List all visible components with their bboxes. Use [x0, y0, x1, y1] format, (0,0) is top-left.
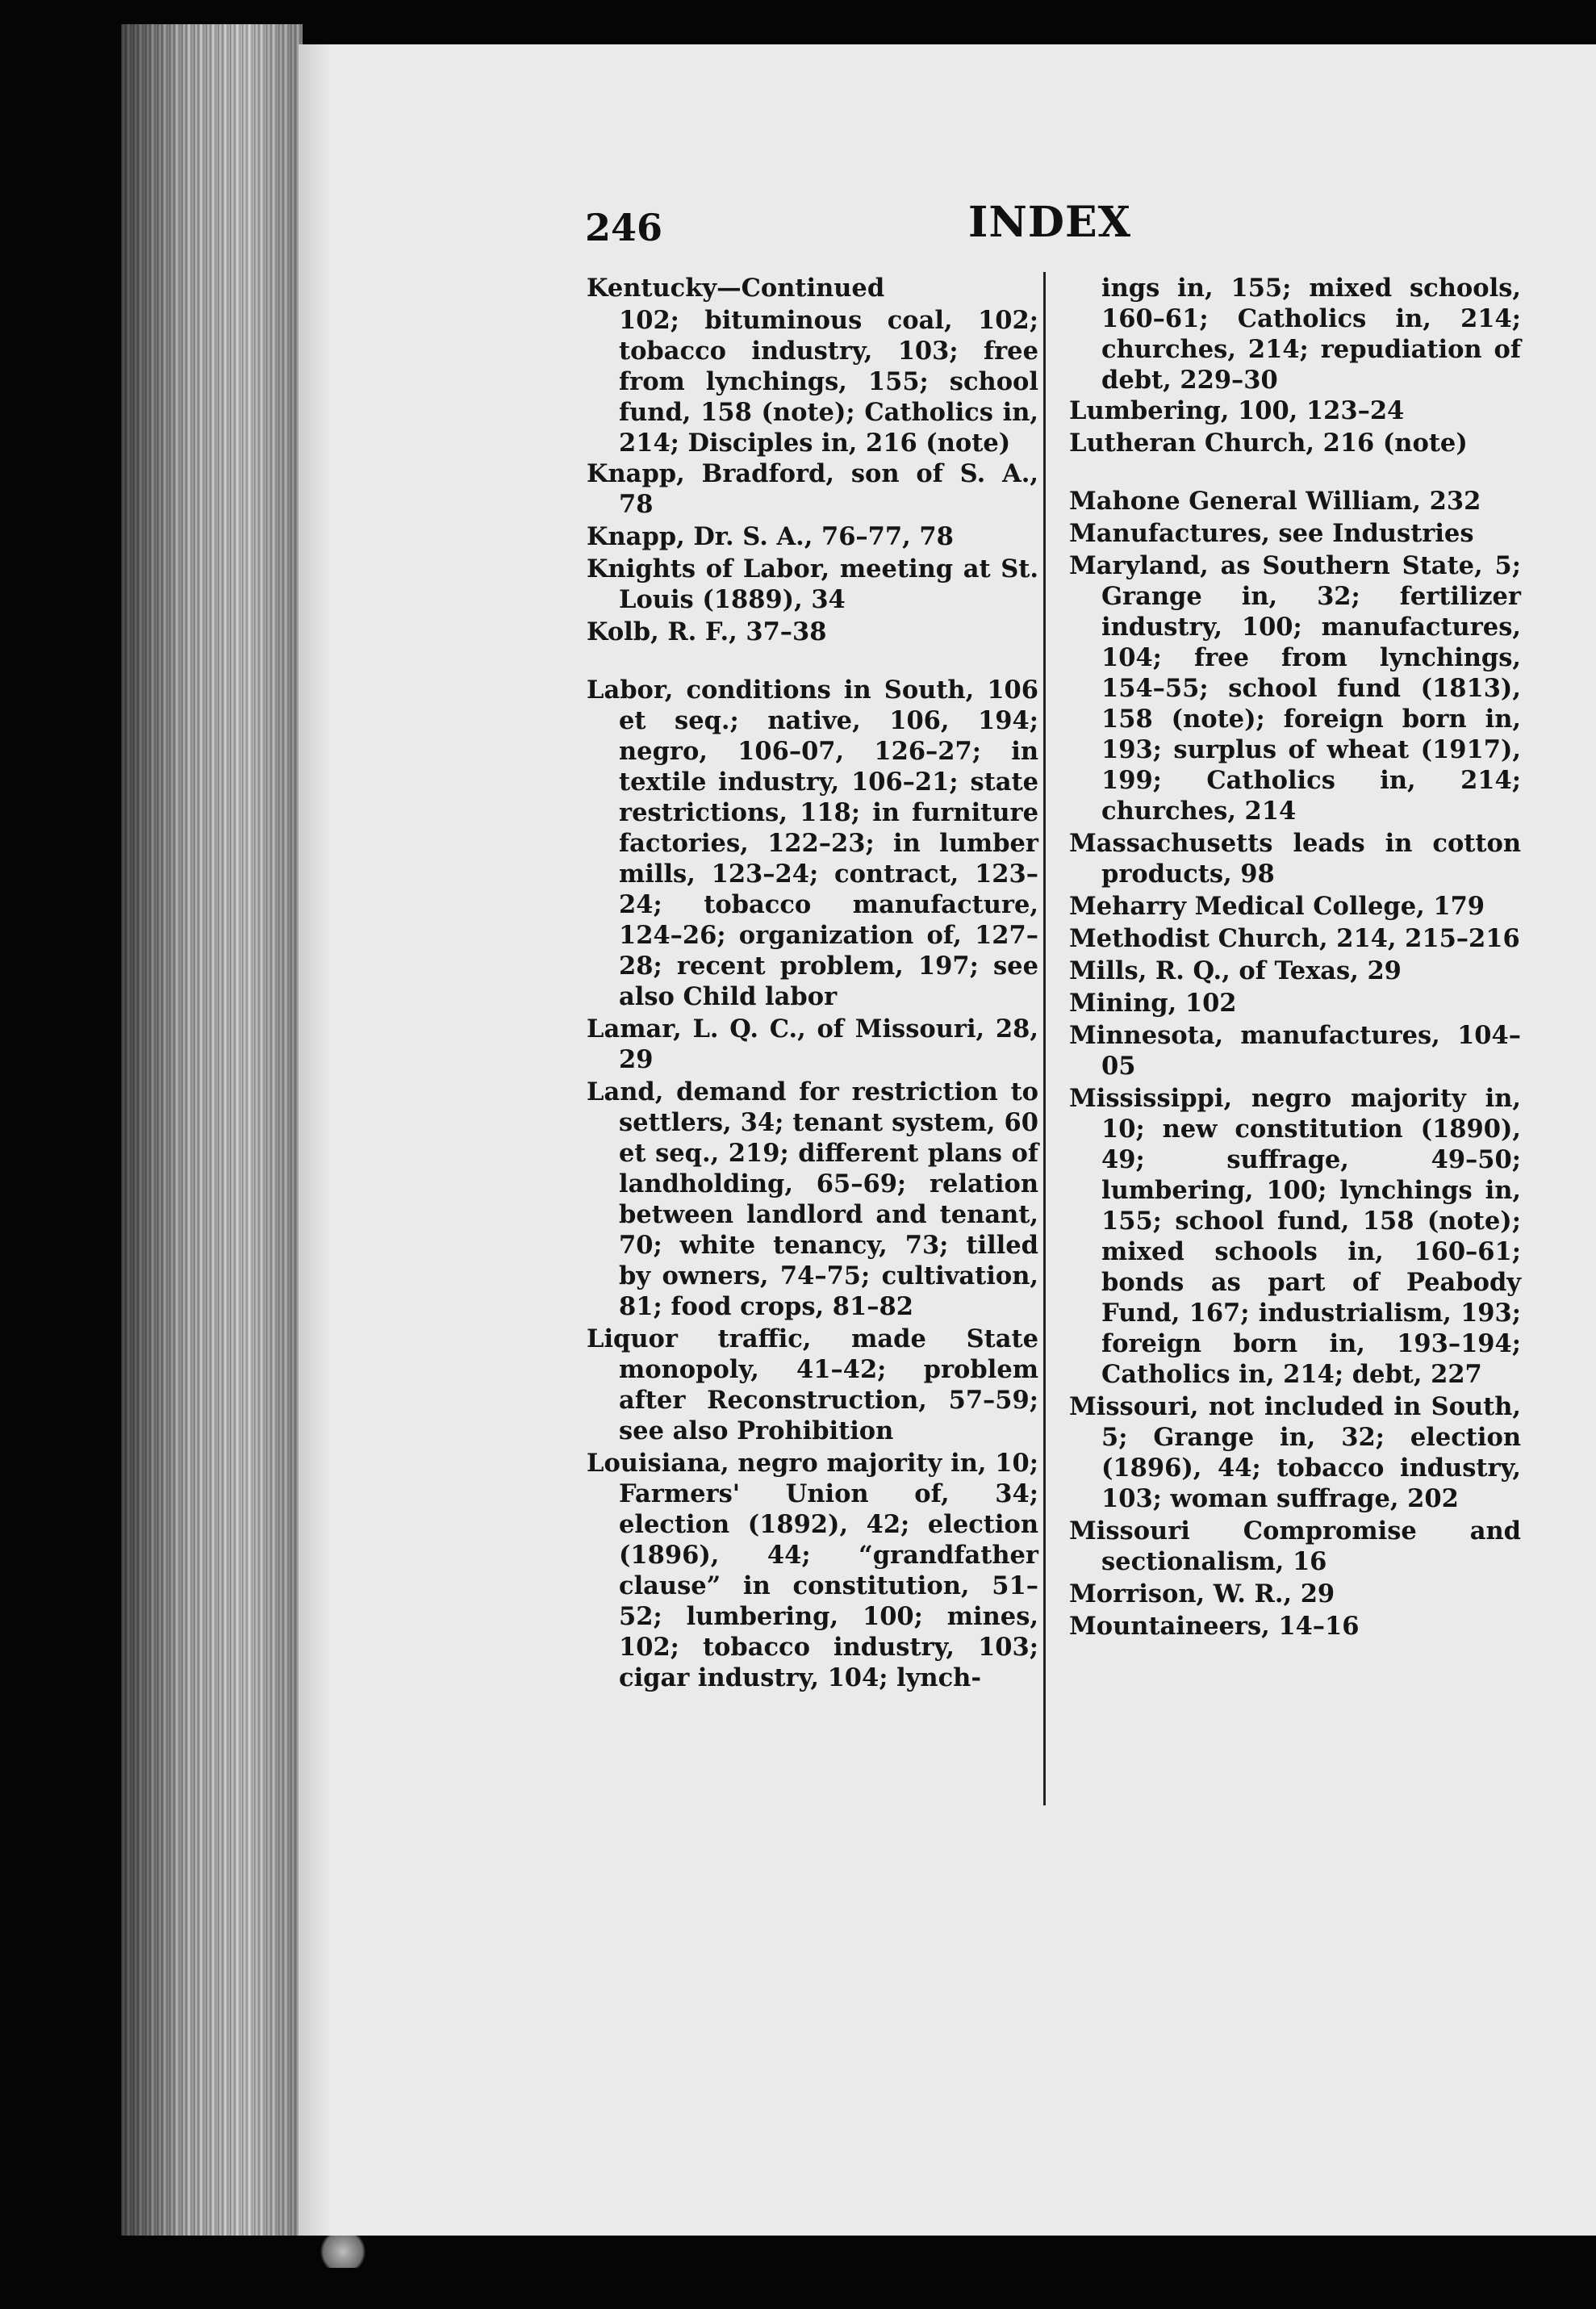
index-entry: Lamar, L. Q. C., of Missouri, 28, 29	[587, 1014, 1038, 1074]
index-entry: Liquor traffic, made State monopoly, 41–42; problem after Reconstruction, 57–59; see also Prohibition	[587, 1324, 1038, 1445]
index-entry: Mississippi, negro majority in, 10; new constitution (1890), 49; suffrage, 49–50; lumbering, 100; lynchings in, 155; school fund, 158 (note); mixed schools in, 160–61; bonds as part of Peabody Fund, 167; industrialism, 193; foreign born in, 193–194; Catholics in, 214; debt, 227	[1069, 1084, 1521, 1389]
index-entry: Methodist Church, 214, 215–216	[1069, 924, 1520, 953]
index-entry: Knapp, Bradford, son of S. A., 78	[587, 459, 1038, 519]
index-entry: Lumbering, 100, 123–24	[1069, 396, 1405, 425]
page-title: INDEX	[968, 198, 1131, 247]
index-entry: Mining, 102	[1069, 989, 1237, 1018]
index-entry: Lutheran Church, 216 (note)	[1069, 429, 1468, 458]
index-entry: Mountaineers, 14–16	[1069, 1612, 1360, 1641]
index-entry-continuation: 102; bituminous coal, 102; tobacco industry, 103; free from lynchings, 155; school fund, 158 (note); Catholics in, 214; Disciples in, 216 (note)	[619, 306, 1038, 458]
page-number: 246	[585, 206, 663, 249]
index-entry: Morrison, W. R., 29	[1069, 1579, 1335, 1608]
index-entry: Knapp, Dr. S. A., 76–77, 78	[587, 522, 954, 551]
index-entry: Labor, conditions in South, 106 et seq.; native, 106, 194; negro, 106–07, 126–27; in textile industry, 106–21; state restrictions, 118; in furniture factories, 122–23; in lumber mills, 123–24; contract, 123–24; tobacco manufacture, 124–26; organization of, 127–28; recent problem, 197; see also Child labor	[587, 676, 1038, 1011]
column-divider	[1043, 272, 1046, 1805]
index-page	[299, 44, 1596, 2236]
index-entry: Kentucky—Continued	[587, 274, 885, 303]
index-entry: Missouri Compromise and sectionalism, 16	[1069, 1516, 1521, 1576]
index-entry: Missouri, not included in South, 5; Grange in, 32; election (1896), 44; tobacco industry, 103; woman suffrage, 202	[1069, 1392, 1521, 1513]
index-entry: Kolb, R. F., 37–38	[587, 617, 827, 646]
index-entry: Knights of Labor, meeting at St. Louis (1889), 34	[587, 554, 1038, 614]
index-entry-continuation: ings in, 155; mixed schools, 160–61; Catholics in, 214; churches, 214; repudiation of debt, 229–30	[1101, 274, 1521, 395]
index-entry: Mahone General William, 232	[1069, 487, 1481, 516]
index-entry: Land, demand for restriction to settlers, 34; tenant system, 60 et seq., 219; different plans of landholding, 65–69; relation between landlord and tenant, 70; white tenancy, 73; tilled by owners, 74–75; cultivation, 81; food crops, 81–82	[587, 1077, 1038, 1321]
index-entry: Manufactures, see Industries	[1069, 519, 1474, 548]
index-entry: Meharry Medical College, 179	[1069, 892, 1485, 921]
index-entry: Mills, R. Q., of Texas, 29	[1069, 956, 1402, 985]
index-entry: Louisiana, negro majority in, 10; Farmers' Union of, 34; election (1892), 42; election (1896), 44; “grandfather clause” in constitution, 51–52; lumbering, 100; mines, 102; tobacco industry, 103; cigar industry, 104; lynch-	[587, 1449, 1038, 1692]
index-entry: Massachusetts leads in cotton products, 98	[1069, 829, 1521, 889]
index-entry: Maryland, as Southern State, 5; Grange in, 32; fertilizer industry, 100; manufactures, 104; free from lynchings, 154–55; school fund (1813), 158 (note); foreign born in, 193; surplus of wheat (1917), 199; Catholics in, 214; churches, 214	[1069, 551, 1521, 826]
page-header	[585, 198, 1400, 254]
index-column-right	[1069, 273, 1521, 1643]
book-page-edges	[121, 24, 303, 2236]
index-column-left	[587, 273, 1038, 1695]
index-entry: Minnesota, manufactures, 104–05	[1069, 1021, 1521, 1081]
scan-smudge	[315, 2236, 371, 2268]
